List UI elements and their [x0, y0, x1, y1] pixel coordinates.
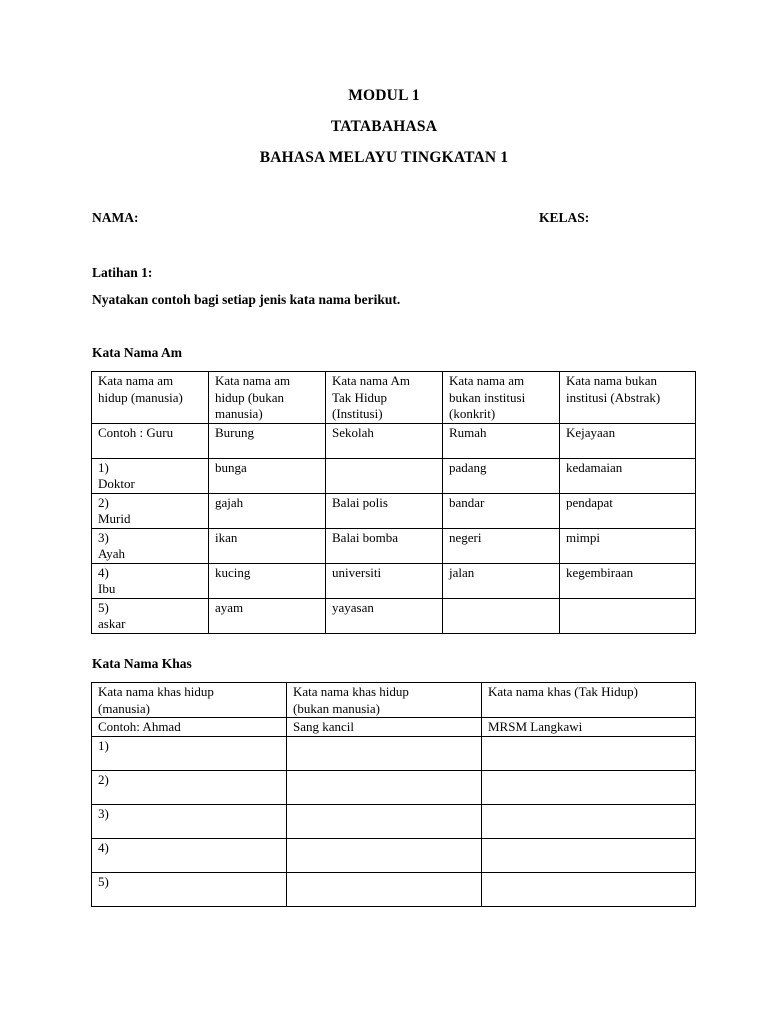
header-cell — [326, 372, 443, 424]
table-row — [92, 718, 696, 737]
header-text: Kata nama Am Tak Hidup (Institusi) — [332, 373, 410, 421]
table-cell — [92, 493, 209, 528]
section-khas-title: Kata Nama Khas — [92, 656, 192, 671]
cell-text: Contoh: Ahmad — [98, 719, 181, 734]
header-cell — [92, 372, 209, 424]
table-cell — [92, 458, 209, 493]
cell-text: Sang kancil — [293, 719, 355, 734]
cell-text: 5) — [98, 873, 109, 889]
cell-text: universiti — [332, 564, 382, 580]
cell-text: 4) Ibu — [98, 564, 116, 596]
table-cell — [287, 770, 482, 804]
table-header-row — [92, 372, 696, 424]
table-row — [92, 736, 696, 770]
header-cell — [443, 372, 560, 424]
table-cell — [443, 458, 560, 493]
table-cell — [482, 736, 696, 770]
cell-text: 3) — [98, 805, 109, 821]
table-cell — [209, 423, 326, 458]
cell-text: Rumah — [449, 424, 487, 440]
cell-text: negeri — [449, 529, 482, 545]
cell-text: bandar — [449, 494, 485, 510]
table-cell — [92, 736, 287, 770]
table-cell — [560, 493, 696, 528]
cell-text: ikan — [215, 529, 238, 545]
table-cell — [92, 598, 209, 633]
cell-text: kegembiraan — [566, 564, 634, 580]
header-text: Kata nama khas (Tak Hidup) — [488, 684, 638, 699]
cell-text: 1) — [98, 737, 109, 753]
table-cell — [482, 804, 696, 838]
table-cell — [209, 493, 326, 528]
table-row — [92, 770, 696, 804]
cell-text: MRSM Langkawi — [488, 719, 583, 734]
table-cell — [287, 804, 482, 838]
module-title: MODUL 1 — [348, 87, 420, 104]
cell-text: Balai polis — [332, 494, 388, 510]
table-row — [92, 423, 696, 458]
table-cell — [92, 804, 287, 838]
header-cell — [287, 683, 482, 718]
table-cell — [92, 838, 287, 872]
table-cell — [560, 458, 696, 493]
cell-text: yayasan — [332, 599, 374, 615]
cell-text: kedamaian — [566, 459, 623, 475]
course-title: BAHASA MELAYU TINGKATAN 1 — [259, 149, 509, 166]
class-label: KELAS: — [539, 210, 590, 225]
header-text: Kata nama khas hidup (manusia) — [98, 684, 214, 716]
table-cell — [209, 563, 326, 598]
cell-text: jalan — [449, 564, 475, 580]
table-row — [92, 872, 696, 906]
name-label: NAMA: — [92, 210, 139, 225]
cell-text: 2) — [98, 771, 109, 787]
cell-text: Balai bomba — [332, 529, 399, 545]
table-cell — [560, 423, 696, 458]
table-cell — [482, 872, 696, 906]
cell-text: ayam — [215, 599, 244, 615]
table-cell — [92, 872, 287, 906]
subject-title: TATABAHASA — [330, 118, 438, 135]
cell-text: Contoh : Guru — [98, 424, 174, 440]
table-cell — [326, 423, 443, 458]
table-cell — [482, 838, 696, 872]
table-row — [92, 838, 696, 872]
table-cell — [560, 563, 696, 598]
table-row — [92, 528, 696, 563]
cell-text: Burung — [215, 424, 254, 440]
table-cell — [560, 528, 696, 563]
header-cell — [209, 372, 326, 424]
table-cell — [92, 423, 209, 458]
cell-text: mimpi — [566, 529, 600, 545]
table-row — [92, 493, 696, 528]
header-text: Kata nama bukan institusi (Abstrak) — [566, 373, 661, 405]
header-text: Kata nama khas hidup (bukan manusia) — [293, 684, 409, 716]
cell-text: 3) Ayah — [98, 529, 125, 561]
table-row — [92, 563, 696, 598]
cell-text: 1) Doktor — [98, 459, 135, 491]
table-cell — [92, 718, 287, 737]
table-cell — [443, 563, 560, 598]
table-row — [92, 598, 696, 633]
table-header-row — [92, 683, 696, 718]
header-cell — [482, 683, 696, 718]
exercise-title: Latihan 1: — [92, 265, 153, 280]
header-cell — [92, 683, 287, 718]
header-text: Kata nama am hidup (bukan manusia) — [215, 373, 291, 421]
table-row — [92, 804, 696, 838]
header-cell — [560, 372, 696, 424]
table-cell — [287, 718, 482, 737]
cell-text: pendapat — [566, 494, 613, 510]
table-cell — [443, 528, 560, 563]
cell-text: 4) — [98, 839, 109, 855]
cell-text: 5) askar — [98, 599, 126, 631]
kata-nama-khas-table — [91, 682, 696, 907]
table-cell — [92, 528, 209, 563]
table-cell — [326, 598, 443, 633]
cell-text: bunga — [215, 459, 247, 475]
table-cell — [326, 528, 443, 563]
table-cell — [326, 563, 443, 598]
header-text: Kata nama am hidup (manusia) — [98, 373, 183, 405]
table-cell — [326, 458, 443, 493]
exercise-instruction: Nyatakan contoh bagi setiap jenis kata nama berikut. — [92, 292, 401, 307]
header-text: Kata nama am bukan institusi (konkrit) — [449, 373, 526, 421]
cell-text: Kejayaan — [566, 424, 616, 440]
table-cell — [92, 563, 209, 598]
kata-nama-am-table — [91, 371, 696, 634]
table-cell — [326, 493, 443, 528]
table-row — [92, 458, 696, 493]
table-cell — [287, 872, 482, 906]
cell-text: kucing — [215, 564, 251, 580]
cell-text: Sekolah — [332, 424, 374, 440]
table-cell — [443, 423, 560, 458]
table-cell — [560, 598, 696, 633]
table-cell — [209, 528, 326, 563]
section-am-title: Kata Nama Am — [92, 345, 182, 360]
cell-text: 2) Murid — [98, 494, 131, 526]
table-cell — [287, 736, 482, 770]
table-cell — [482, 770, 696, 804]
table-cell — [209, 598, 326, 633]
table-cell — [287, 838, 482, 872]
table-cell — [209, 458, 326, 493]
table-cell — [92, 770, 287, 804]
cell-text: gajah — [215, 494, 244, 510]
table-cell — [482, 718, 696, 737]
table-cell — [443, 493, 560, 528]
cell-text: padang — [449, 459, 487, 475]
table-cell — [443, 598, 560, 633]
